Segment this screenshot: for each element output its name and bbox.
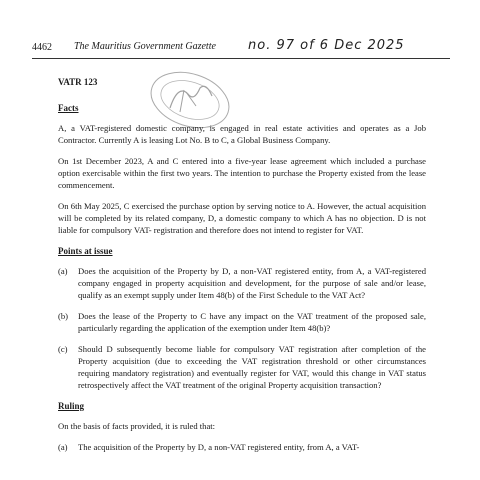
document-body (58, 76, 426, 462)
page-number: 4462 (32, 42, 52, 53)
point-text: Does the acquisition of the Property by D, a non-VAT registered entity, from A, a VAT-registered company engaged in property acquisition and development, for the purpose of sale and/or lease, qualify as an exempt supply under Item 48(b) of the First Schedule to the VAT Act? (78, 266, 426, 300)
handwritten-note: no. 97 of 6 Dec 2025 (248, 38, 405, 53)
point-text: Should D subsequently become liable for compulsory VAT registration after completion of the Property acquisition (due to exceeding the VAT registration threshold or other circumstances requiring mandatory registration) and eventually register for VAT, would this change in VAT status retrospectively affect the VAT treatment of the original Property acquisition transaction? (78, 344, 426, 390)
ruling-label: (a) (58, 442, 68, 452)
gazette-title: The Mauritius Government Gazette (74, 41, 216, 52)
ruling-intro: On the basis of facts provided, it is ruled that: (58, 421, 216, 431)
ruling-text: The acquisition of the Property by D, a non-VAT registered entity, from A, a VAT- (78, 442, 360, 452)
point-item (58, 343, 426, 391)
facts-paragraph: On 6th May 2025, C exercised the purchase option by serving notice to A. However, the actual acquisition will be completed by its related company, D, a domestic company to which A has no objection. D is not liable for compulsory VAT- registration and therefore does not intend to register for VAT. (58, 201, 426, 235)
facts-paragraph: A, a VAT-registered domestic company, is engaged in real estate activities and operates as a Job Contractor. Currently A is leasing Lot No. B to C, a Global Business Company. (58, 123, 426, 145)
ruling-item (58, 441, 426, 453)
facts-heading: Facts (58, 103, 79, 113)
point-label: (b) (58, 311, 69, 321)
page-header (32, 38, 452, 58)
ruling-reference: VATR 123 (58, 77, 98, 87)
facts-paragraph: On 1st December 2023, A and C entered into a five-year lease agreement which included a purchase option exercisable within the first two years. The intention to purchase the Property existed from the lease commencement. (58, 156, 426, 190)
point-label: (c) (58, 344, 68, 354)
point-item (58, 310, 426, 334)
point-item (58, 265, 426, 301)
point-text: Does the lease of the Property to C have any impact on the VAT treatment of the proposed sale, particularly regarding the application of the exemption under Item 48(b)? (78, 311, 426, 333)
point-label: (a) (58, 266, 68, 276)
points-heading: Points at issue (58, 246, 113, 256)
ruling-heading: Ruling (58, 401, 85, 411)
header-rule (32, 58, 450, 59)
